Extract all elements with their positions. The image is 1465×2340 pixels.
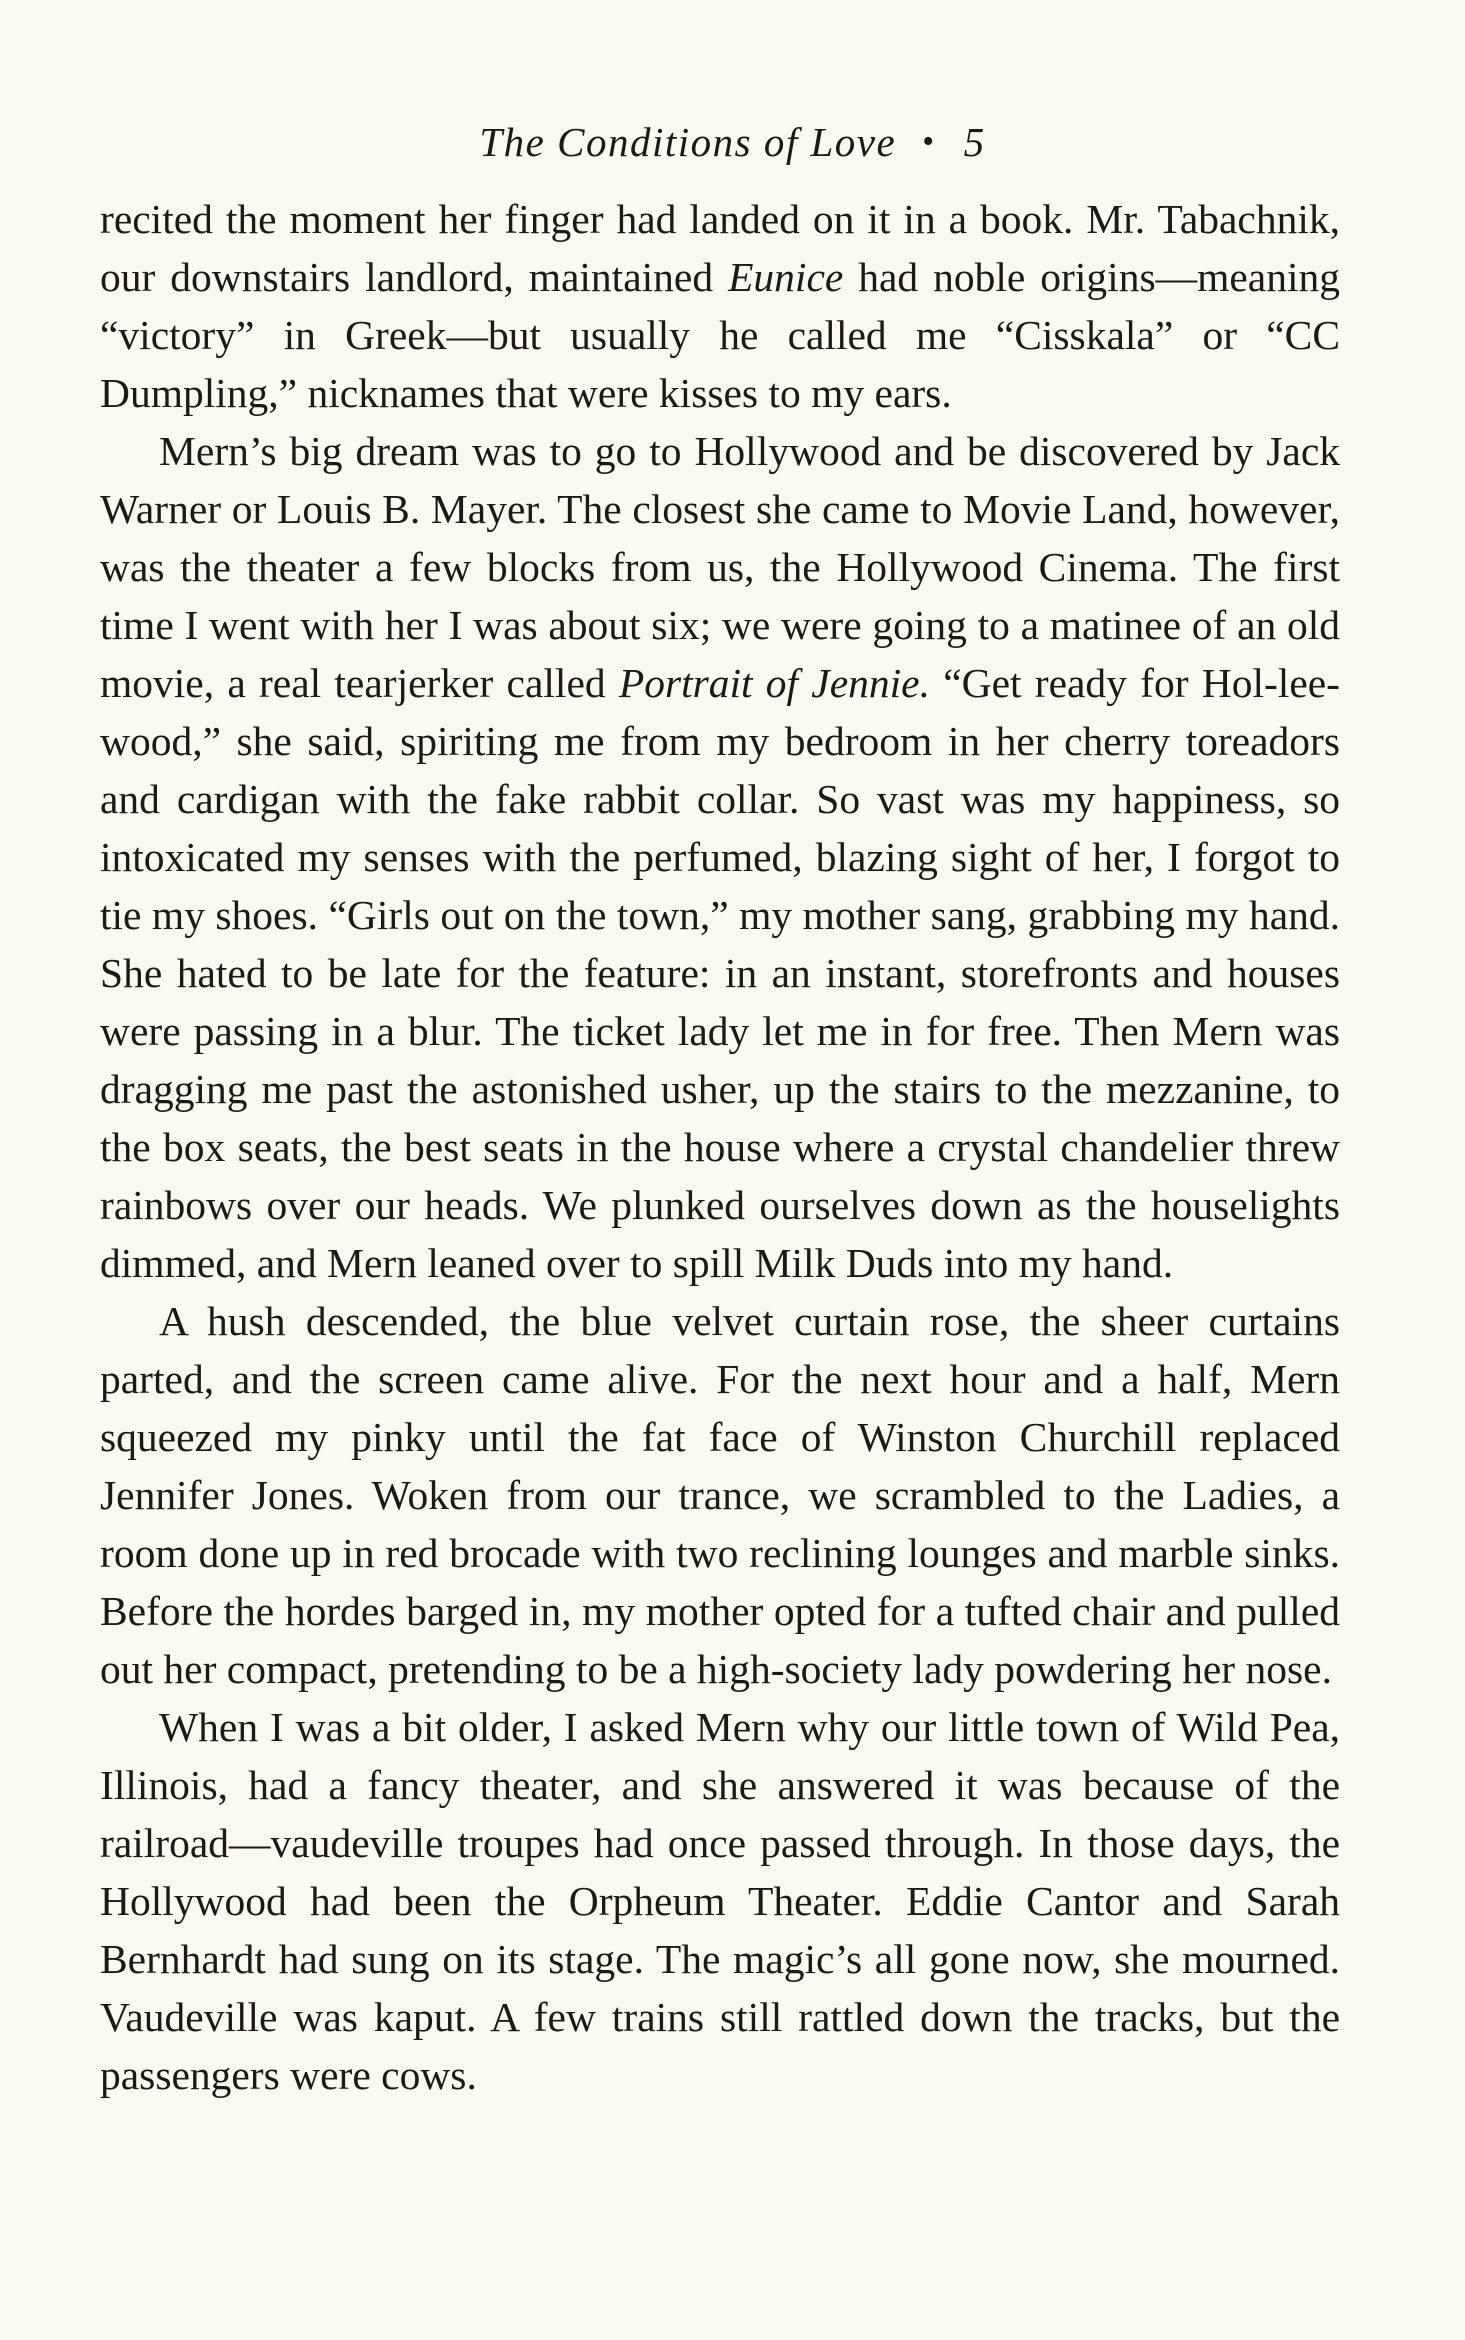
- paragraph-text: recited the moment her finger had landed on it in a book. Mr. Tabachnik, our downstairs landlord, maintained: [100, 196, 1340, 300]
- paragraph-text: “Get ready for Hol-lee-wood,” she said, spiriting me from my bedroom in her cherry toreadors and cardigan with the fake rabbit collar. So vast was my happiness, so intoxicated my senses with the perfumed, blazing sight of her, I forgot to tie my shoes. “Girls out on the town,” my mother sang, grabbing my hand. She hated to be late for the feature: in an instant, storefronts and houses were passing in a blur. The ticket lady let me in for free. Then Mern was dragging me past the astonished usher, up the stairs to the mezzanine, to the box seats, the best seats in the house where a crystal chandelier threw rainbows over our heads. We plunked ourselves down as the houselights dimmed, and Mern leaned over to spill Milk Duds into my hand.: [100, 660, 1340, 1286]
- body-text: [100, 190, 1340, 2104]
- page-number: 5: [963, 119, 986, 165]
- paragraph-text: Mern’s big dream was to go to Hollywood and be discovered by Jack Warner or Louis B. Mayer. The closest she came to Movie Land, however, was the theater a few blocks from us, the Hollywood Cinema. The first time I went with her I was about six; we were going to a matinee of an old movie, a real tearjerker called: [100, 428, 1340, 706]
- paragraph-text: A hush descended, the blue velvet curtain rose, the sheer curtains parted, and the screen came alive. For the next hour and a half, Mern squeezed my pinky until the fat face of Winston Churchill replaced Jennifer Jones. Woken from our trance, we scrambled to the Ladies, a room done up in red brocade with two reclining lounges and marble sinks. Before the hordes barged in, my mother opted for a tufted chair and pulled out her compact, pretending to be a high-society lady powdering her nose.: [100, 1298, 1340, 1692]
- paragraph-1: [100, 190, 1340, 422]
- running-head-title: The Conditions of Love: [479, 119, 897, 165]
- paragraph-3: [100, 1292, 1340, 1698]
- paragraph-text: had noble origins—meaning “victory” in Greek—but usually he called me “Cisskala” or “CC Dumpling,” nicknames that were kisses to my ears.: [100, 254, 1340, 416]
- running-head: [0, 112, 1465, 176]
- paragraph-2: [100, 422, 1340, 1292]
- paragraph-4: [100, 1698, 1340, 2104]
- running-head-separator: •: [922, 123, 936, 160]
- italic-title-portrait-of-jennie: Portrait of Jennie.: [618, 660, 930, 706]
- italic-title-eunice: Eunice: [728, 254, 844, 300]
- paragraph-text: When I was a bit older, I asked Mern why our little town of Wild Pea, Illinois, had a fancy theater, and she answered it was because of the railroad—vaudeville troupes had once passed through. In those days, the Hollywood had been the Orpheum Theater. Eddie Cantor and Sarah Bernhardt had sung on its stage. The magic’s all gone now, she mourned. Vaudeville was kaput. A few trains still rattled down the tracks, but the passengers were cows.: [100, 1704, 1340, 2098]
